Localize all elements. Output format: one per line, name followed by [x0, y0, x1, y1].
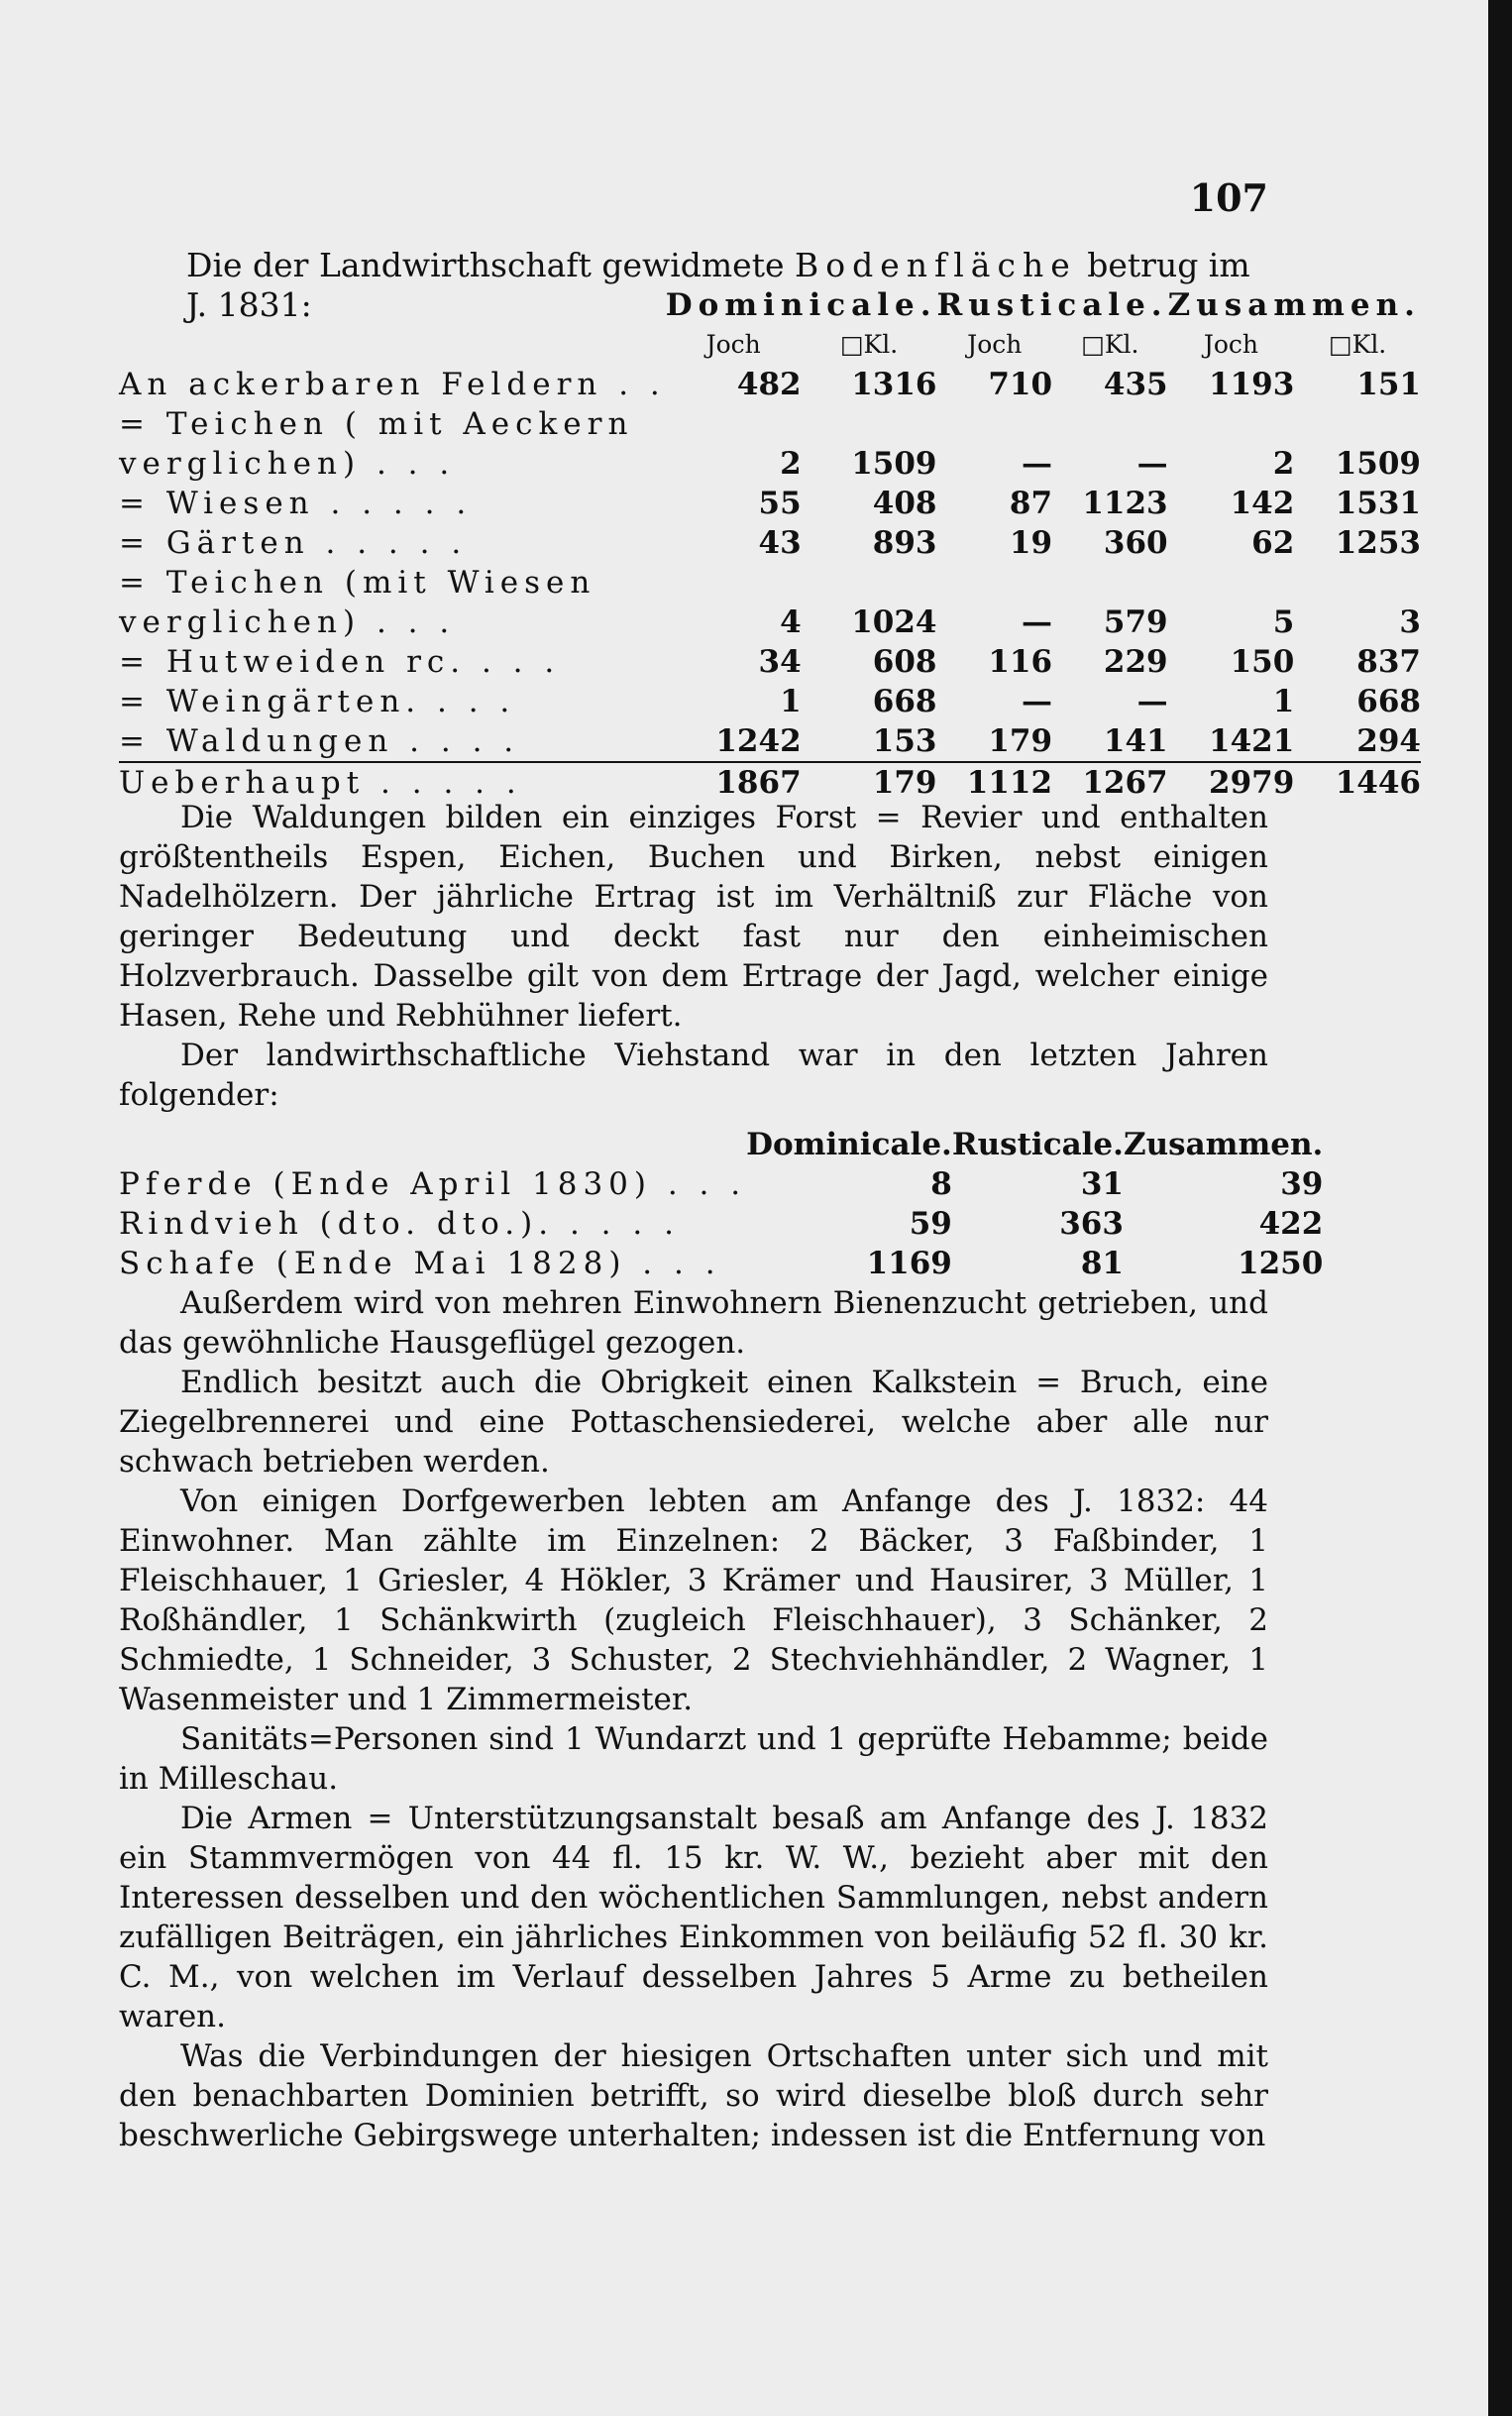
cell: — — [1022, 604, 1053, 640]
table-row — [119, 563, 1421, 603]
cell — [937, 563, 1053, 603]
cell: 1531 — [1335, 486, 1421, 521]
paragraph-sanitary: Sanitäts=Personen sind 1 Wundarzt und 1 geprüfte Hebamme; beide in Milleschau. — [119, 1721, 1268, 1797]
paragraph-forest: Die Waldungen bilden ein einziges Forst = Revier und enthalten größtentheils Espen, Eichen, Buchen und Birken, nebst einigen Nadelhölzern. Der jährliche Ertrag ist im Verhältniß zur Fläche von geringer Bedeutung und deckt fast nur den einheimischen Holzverbrauch. Dasselbe gilt von dem Ertrage der Jagd, welcher einige Hasen, Rehe und Rebhühner liefert. — [119, 800, 1268, 1034]
livestock-row — [119, 1244, 1323, 1283]
row-label: = Teichen (mit Wiesen — [119, 565, 596, 601]
livestock-label: Schafe (Ende Mai 1828) . . . — [119, 1246, 721, 1281]
cell: 1112 — [937, 762, 1053, 803]
livestock-header: Zusammen. — [1123, 1127, 1324, 1162]
cell: 1421 — [1209, 723, 1295, 759]
row-label: = Hutweiden rc. . . . — [119, 644, 561, 680]
land-area-table — [119, 285, 1421, 803]
livestock-label: Pferde (Ende April 1830) . . . — [119, 1166, 747, 1202]
livestock-cell: 1250 — [1238, 1246, 1324, 1281]
unit-header: □Kl. — [1329, 330, 1387, 359]
cell: 2 — [1272, 446, 1295, 482]
row-label: = Gärten . . . . . — [119, 525, 468, 561]
cell: 710 — [988, 367, 1053, 402]
cell: 579 — [1103, 604, 1168, 640]
cell: 1509 — [1335, 446, 1421, 482]
cell: 668 — [872, 684, 937, 719]
cell: 87 — [1009, 486, 1053, 521]
unit-header: Joch — [705, 330, 761, 359]
group-header: Rusticale. — [936, 287, 1168, 323]
cell: 294 — [1356, 723, 1421, 759]
livestock-table-body — [119, 1164, 1323, 1283]
cell: 837 — [1356, 644, 1421, 680]
cell: 435 — [1103, 367, 1168, 402]
cell: 893 — [872, 525, 937, 561]
livestock-row — [119, 1204, 1323, 1244]
cell: 55 — [758, 486, 802, 521]
livestock-label: Rindvieh (dto. dto.). . . . . — [119, 1206, 680, 1242]
page-edge — [1488, 0, 1512, 2416]
livestock-table — [119, 1125, 1323, 1283]
cell: 179 — [802, 762, 937, 803]
cell — [937, 404, 1053, 444]
cell: 2979 — [1168, 762, 1295, 803]
livestock-cell: 39 — [1280, 1166, 1324, 1202]
cell: — — [1136, 684, 1168, 719]
cell: 19 — [1009, 525, 1053, 561]
cell: 5 — [1272, 604, 1295, 640]
livestock-row — [119, 1164, 1323, 1204]
cell: 1 — [1272, 684, 1295, 719]
row-label: = Wiesen . . . . . — [119, 486, 473, 521]
table-row — [119, 721, 1421, 762]
row-label: verglichen) . . . — [119, 604, 456, 640]
area-table-body — [119, 365, 1421, 762]
row-label: Ueberhaupt . . . . . — [119, 762, 666, 803]
cell — [1168, 563, 1295, 603]
group-header: Zusammen. — [1167, 287, 1421, 323]
table-row — [119, 484, 1421, 523]
livestock-cell: 8 — [930, 1166, 952, 1202]
cell: 179 — [988, 723, 1053, 759]
cell: 1509 — [851, 446, 937, 482]
cell: 360 — [1103, 525, 1168, 561]
cell: 482 — [736, 367, 802, 402]
cell — [1294, 563, 1421, 603]
cell — [1052, 563, 1168, 603]
cell: 151 — [1356, 367, 1421, 402]
cell: — — [1022, 684, 1053, 719]
cell: 43 — [758, 525, 802, 561]
cell: 1123 — [1082, 486, 1168, 521]
row-label: = Weingärten. . . . — [119, 684, 516, 719]
cell — [1168, 404, 1295, 444]
title-pre: Die der Landwirthschaft gewidmete — [186, 246, 785, 284]
cell: 142 — [1230, 486, 1295, 521]
livestock-header-row — [119, 1125, 1323, 1164]
cell: 1267 — [1052, 762, 1168, 803]
paragraph-livestock-intro: Der landwirthschaftliche Viehstand war in den letzten Jahren folgender: — [119, 1038, 1268, 1113]
livestock-cell: 31 — [1080, 1166, 1124, 1202]
unit-header: □Kl. — [839, 330, 899, 359]
page-number: 107 — [1189, 175, 1268, 220]
cell: 141 — [1103, 723, 1168, 759]
cell: 408 — [872, 486, 937, 521]
cell: — — [1022, 446, 1053, 482]
livestock-header: Rusticale. — [951, 1127, 1124, 1162]
paragraph-quarry: Endlich besitzt auch die Obrigkeit einen Kalkstein = Bruch, eine Ziegelbrennerei und eine Pottaschensiederei, welche aber alle nur schwach betrieben werden. — [119, 1365, 1268, 1480]
paragraph-trades: Von einigen Dorfgewerben lebten am Anfange des J. 1832: 44 Einwohner. Man zählte im Einzelnen: 2 Bäcker, 3 Faßbinder, 1 Fleischhauer, 1 Griesler, 4 Hökler, 3 Krämer und Hausirer, 3 Müller, 1 Roßhändler, 1 Schänkwirth (zugleich Fleischhauer), 3 Schänker, 2 Schmiedte, 1 Schneider, 3 Schuster, 2 Stechviehhändler, 2 Wagner, 1 Wasenmeister und 1 Zimmermeister. — [119, 1483, 1268, 1717]
cell: 608 — [872, 644, 937, 680]
cell: 229 — [1103, 644, 1168, 680]
livestock-cell: 422 — [1258, 1206, 1324, 1242]
table-row — [119, 523, 1421, 563]
cell — [666, 404, 802, 444]
cell: 34 — [758, 644, 802, 680]
cell: 2 — [780, 446, 802, 482]
cell: 1024 — [851, 604, 937, 640]
cell — [1294, 404, 1421, 444]
unit-header: □Kl. — [1081, 330, 1139, 359]
group-header: Dominicale. — [665, 287, 937, 323]
livestock-header: Dominicale. — [746, 1127, 952, 1162]
unit-header-row — [119, 325, 1421, 365]
livestock-cell: 59 — [909, 1206, 952, 1242]
cell — [802, 563, 937, 603]
prose-block-2 — [119, 1283, 1268, 2155]
cell: 1867 — [666, 762, 802, 803]
cell: 3 — [1399, 604, 1421, 640]
table-total-row — [119, 762, 1421, 803]
cell: 116 — [988, 644, 1053, 680]
cell: 1193 — [1209, 367, 1295, 402]
cell — [802, 404, 937, 444]
row-label: verglichen) . . . — [119, 446, 456, 482]
cell: 1 — [780, 684, 802, 719]
table-row — [119, 603, 1421, 642]
prose-block-1 — [119, 798, 1268, 1115]
group-header-row — [119, 285, 1421, 325]
cell: 62 — [1251, 525, 1295, 561]
livestock-cell: 81 — [1080, 1246, 1124, 1281]
cell: 1253 — [1335, 525, 1421, 561]
table-row — [119, 404, 1421, 444]
paragraph-poor-relief: Die Armen = Unterstützungsanstalt besaß am Anfange des J. 1832 ein Stammvermögen von 44 fl. 15 kr. W. W., bezieht aber mit den Interessen desselben und den wöchentlichen Sammlungen, nebst andern zufälligen Beiträgen, ein jährliches Einkommen von beiläufig 52 fl. 30 kr. C. M., von welchen im Verlauf desselben Jahres 5 Arme zu betheilen waren. — [119, 1801, 1268, 2034]
cell: 1316 — [851, 367, 937, 402]
livestock-cell: 363 — [1059, 1206, 1124, 1242]
table-row — [119, 444, 1421, 484]
row-label: = Teichen ( mit Aeckern — [119, 406, 634, 442]
livestock-cell: 1169 — [866, 1246, 952, 1281]
unit-header: Joch — [967, 330, 1023, 359]
row-label: = Waldungen . . . . — [119, 723, 520, 759]
table-row — [119, 682, 1421, 721]
row-label: An ackerbaren Feldern . . — [119, 367, 666, 402]
cell: 150 — [1230, 644, 1295, 680]
table-row — [119, 365, 1421, 404]
paragraph-bees: Außerdem wird von mehren Einwohnern Bienenzucht getrieben, und das gewöhnliche Hausgeflügel gezogen. — [119, 1285, 1268, 1361]
title-post: betrug im J. 1831: — [186, 246, 1250, 324]
cell: — — [1136, 446, 1168, 482]
cell — [666, 563, 802, 603]
cell — [1052, 404, 1168, 444]
paragraph-roads: Was die Verbindungen der hiesigen Ortschaften unter sich und mit den benachbarten Dominien betrifft, so wird dieselbe bloß durch sehr beschwerliche Gebirgswege unterhalten; indessen ist die Entfernung von — [119, 2038, 1268, 2153]
title-spaced: Bodenfläche — [795, 246, 1077, 284]
cell: 153 — [872, 723, 937, 759]
unit-header: Joch — [1203, 330, 1259, 359]
cell: 1446 — [1294, 762, 1421, 803]
table-row — [119, 642, 1421, 682]
cell: 4 — [780, 604, 802, 640]
cell: 668 — [1356, 684, 1421, 719]
cell: 1242 — [715, 723, 802, 759]
